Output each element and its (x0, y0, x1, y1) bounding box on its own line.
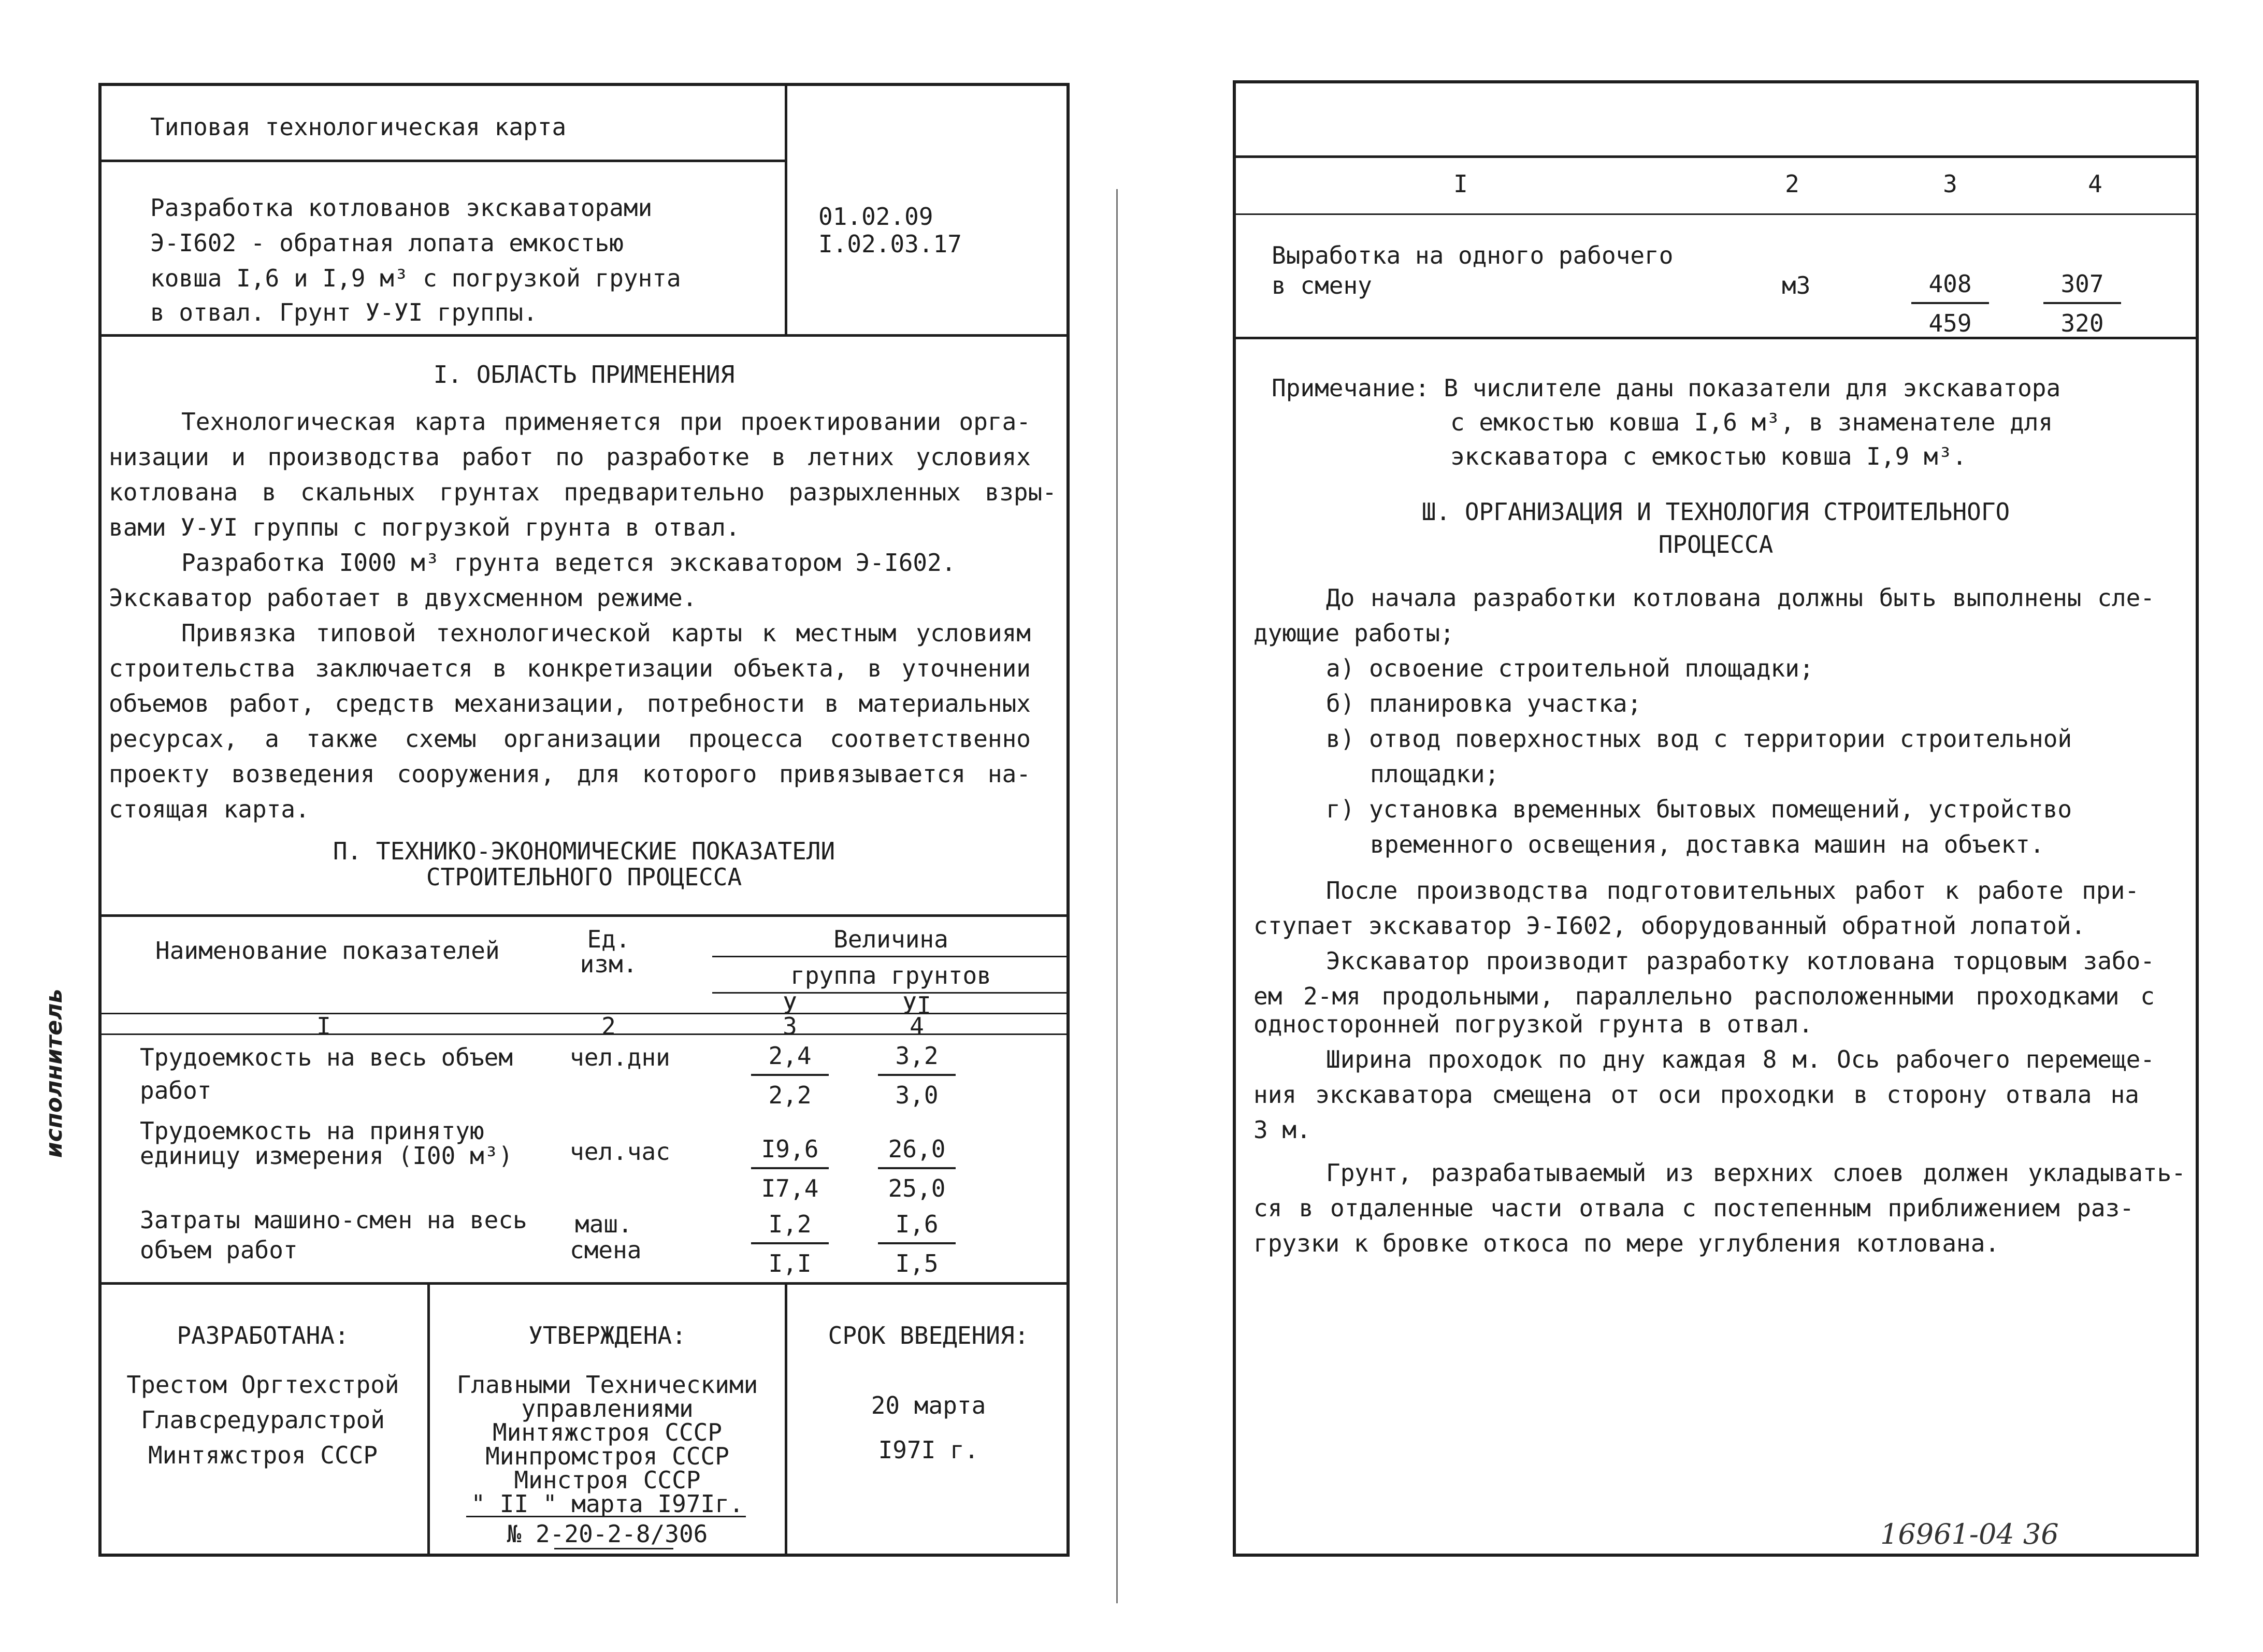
intro-title: СРОК ВВЕДЕНИЯ: (828, 1321, 1029, 1349)
approved-title: УТВЕРЖДЕНА: (528, 1321, 686, 1349)
row-name: работ (140, 1076, 212, 1104)
col-header-unit: изм. (580, 950, 638, 978)
row-unit: маш. (575, 1210, 632, 1238)
paragraph-line: вами У-УI группы с погрузкой грунта в отвал. (109, 513, 740, 541)
approved-number-underline (554, 1548, 673, 1549)
row-value-group-6: $\frac{307}{320}$ (2043, 267, 2121, 340)
paragraph-line: Грунт, разрабатываемый из верхних слоев должен укладывать- (1326, 1159, 2186, 1187)
paragraph-line: Разработка I000 м³ грунта ведется экскаватором Э-I602. (181, 549, 956, 577)
list-item: б) планировка участка; (1326, 689, 1642, 717)
list-item: площадки; (1370, 760, 1500, 788)
paragraph-line: стоящая карта. (109, 795, 310, 823)
paragraph-line: ресурсах, а также схемы организации процесса соответственно (109, 725, 1031, 753)
list-item: в) отвод поверхностных вод с территории строительной (1326, 725, 2072, 753)
developed-line: Минтяжстроя СССР (148, 1441, 378, 1469)
approved-line: Главными Техническими (456, 1371, 758, 1399)
row-name: Трудоемкость на весь объем (140, 1043, 513, 1071)
paragraph-line: односторонней погрузкой грунта в отвал. (1253, 1010, 1813, 1038)
row-name: объем работ (140, 1236, 298, 1264)
section-title: СТРОИТЕЛЬНОГО ПРОЦЕССА (426, 863, 742, 891)
row-name: Затраты машино-смен на весь (140, 1206, 527, 1234)
row-unit: чел.час (570, 1138, 670, 1166)
row-unit: смена (570, 1236, 642, 1264)
col-number: 4 (910, 1012, 924, 1040)
handwritten-number: 16961-04 36 (1880, 1518, 2059, 1550)
col-number: 2 (1785, 170, 1799, 198)
group-6-header: УI (902, 992, 931, 1019)
section-title: Ш. ОРГАНИЗАЦИЯ И ТЕХНОЛОГИЯ СТРОИТЕЛЬНОГО (1421, 498, 2010, 526)
developed-line: Главсредуралстрой (141, 1406, 385, 1434)
row-name: Выработка на одного рабочего (1272, 241, 1674, 269)
note-line: с емкостью ковша I,6 м³, в знаменателе для (1450, 408, 2053, 436)
side-label: исполнитель (41, 988, 67, 1158)
developed-line: Трестом Оргтехстрой (126, 1371, 399, 1399)
paragraph-line: ния экскаватора смещена от оси проходки в сторону отвала на (1253, 1081, 2139, 1109)
col-header-name: Наименование показателей (155, 937, 500, 965)
paragraph-line: грузки к бровке откоса по мере углубления котлована. (1253, 1229, 2000, 1257)
section-title: I. ОБЛАСТЬ ПРИМЕНЕНИЯ (433, 361, 735, 389)
col-number: 3 (1943, 170, 1957, 198)
list-item: временного освещения, доставка машин на объект. (1370, 830, 2044, 858)
subject-line: Э-I602 - обратная лопата емкостью (150, 229, 624, 257)
intro-year: I97I г. (878, 1436, 979, 1464)
row-value-group-5: $\frac{I,2}{I,I}$ (751, 1207, 829, 1281)
doc-code: 01.02.09 (818, 203, 933, 231)
paragraph-line: котлована в скальных грунтах предварительно разрыхленных взры- (109, 478, 1057, 506)
table-top-rule (98, 914, 1070, 917)
subject-line: в отвал. Грунт У-УI группы. (150, 298, 538, 326)
developed-title: РАЗРАБОТАНА: (177, 1321, 349, 1349)
row-value-group-6: $\frac{26,0}{25,0}$ (878, 1132, 956, 1205)
paragraph-line: Экскаватор работает в двухсменном режиме. (109, 584, 697, 612)
header-divider (785, 83, 787, 337)
paragraph-line: низации и производства работ по разработке в летних условиях (109, 443, 1031, 471)
paragraph-line: До начала разработки котлована должны быть выполнены сле- (1326, 584, 2155, 612)
col-header-value: Величина (833, 925, 948, 953)
row-unit: чел.дни (570, 1043, 670, 1071)
subject-line: ковша I,6 и I,9 м³ с погрузкой грунта (150, 264, 681, 292)
row-name: Трудоемкость на принятую (140, 1117, 484, 1145)
header-bottom-rule (98, 334, 1070, 337)
paragraph-line: После производства подготовительных работ к работе при- (1326, 877, 2139, 904)
col-header-unit: Ед. (587, 925, 630, 953)
paragraph-line: проекту возведения сооружения, для которого привязывается на- (109, 760, 1031, 788)
paragraph-line: дующие работы; (1253, 619, 1454, 647)
row-value-group-5: $\frac{408}{459}$ (1911, 267, 1989, 340)
row-unit: м3 (1782, 271, 1811, 299)
col-number: I (316, 1012, 331, 1040)
row-value-group-6: $\frac{3,2}{3,0}$ (878, 1039, 956, 1112)
row-value-group-5: $\frac{2,4}{2,2}$ (751, 1039, 829, 1112)
paragraph-line: Экскаватор производит разработку котлована торцовым забо- (1326, 947, 2155, 975)
approved-date-underline (466, 1516, 746, 1517)
paragraph-line: 3 м. (1253, 1116, 1311, 1144)
table-rule (712, 956, 1070, 957)
row-name: единицу измерения (I00 м³) (140, 1142, 513, 1170)
row-value-group-6: $\frac{I,6}{I,5}$ (878, 1207, 956, 1281)
paragraph-line: ся в отдаленные части отвала с постепенным приближением раз- (1253, 1194, 2134, 1222)
list-item: г) установка временных бытовых помещений, устройство (1326, 795, 2072, 823)
group-5-header: У (783, 992, 797, 1019)
fold-line (1116, 189, 1118, 1603)
note-line: Примечание: В числителе даны показатели для экскаватора (1272, 374, 2061, 402)
approved-number: № 2-20-2-8/306 (507, 1520, 708, 1548)
paragraph-line: Ширина проходок по дну каждая 8 м. Ось рабочего перемеще- (1326, 1045, 2155, 1073)
col-header-group: группа грунтов (790, 961, 991, 989)
col-number: 2 (601, 1012, 616, 1040)
paragraph-line: строительства заключается в конкретизации объекта, в уточнении (109, 654, 1031, 682)
col-number: I (1453, 170, 1468, 198)
approved-line: управлениями (521, 1395, 694, 1423)
approved-date: " II " марта I97Iг. (471, 1490, 744, 1518)
subject-line: Разработка котлованов экскаваторами (150, 194, 653, 222)
paragraph-line: объемов работ, средств механизации, потребности в материальных (109, 689, 1031, 717)
doc-type-title: Типовая технологическая карта (150, 113, 567, 141)
section-title: ПРОЦЕССА (1658, 530, 1774, 558)
approved-line: Минстроя СССР (514, 1466, 701, 1494)
note-line: экскаватора с емкостью ковша I,9 м³. (1450, 442, 1967, 470)
header-rule (98, 160, 785, 162)
col-number: 4 (2088, 170, 2102, 198)
paragraph-line: ступает экскаватор Э-I602, оборудованный обратной лопатой. (1253, 912, 2086, 940)
row-name: в смену (1272, 271, 1372, 299)
intro-date: 20 марта (871, 1391, 986, 1419)
approved-line: Минпромстроя СССР (485, 1442, 729, 1470)
table-bottom-rule (98, 1282, 1070, 1285)
list-item: а) освоение строительной площадки; (1326, 654, 1814, 682)
section-title: П. ТЕХНИКО-ЭКОНОМИЧЕСКИЕ ПОКАЗАТЕЛИ (333, 837, 835, 865)
col-number: 3 (783, 1012, 797, 1040)
paragraph-line: Привязка типовой технологической карты к местным условиям (181, 619, 1031, 647)
paragraph-line: Технологическая карта применяется при проектировании орга- (181, 408, 1031, 436)
table-top-rule (1233, 155, 2199, 158)
table-rule (1233, 213, 2199, 215)
row-value-group-5: $\frac{I9,6}{I7,4}$ (751, 1132, 829, 1205)
doc-code: I.02.03.17 (818, 230, 962, 258)
approved-line: Минтяжстроя СССР (492, 1418, 723, 1446)
paragraph-line: ем 2-мя продольными, параллельно расположенными проходками с (1253, 982, 2155, 1010)
